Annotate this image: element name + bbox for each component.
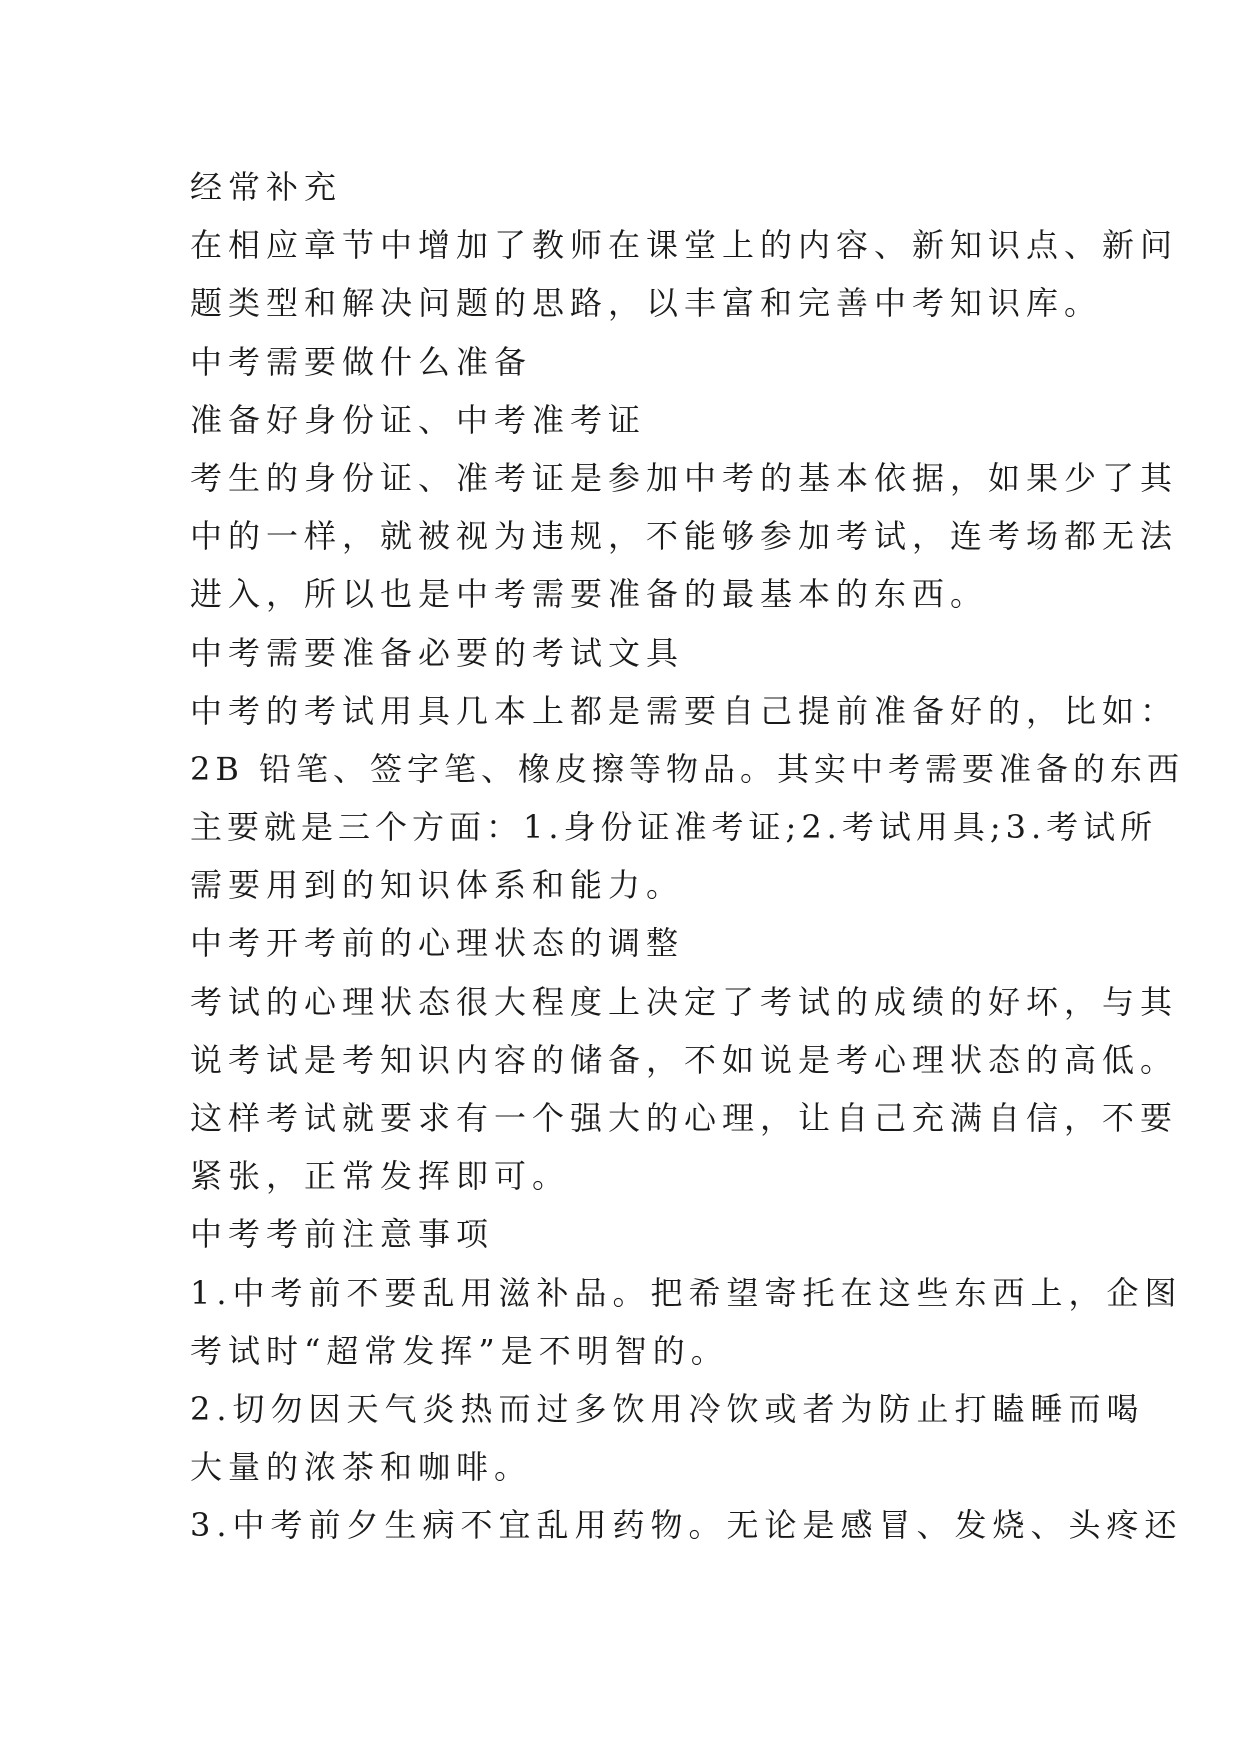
text-line: 2B 铅笔、签字笔、橡皮擦等物品。其实中考需要准备的东西 — [190, 749, 1185, 788]
section-heading: 中考需要做什么准备 — [190, 342, 533, 381]
text-line: 进入，所以也是中考需要准备的最基本的东西。 — [190, 575, 989, 614]
text-line: 题类型和解决问题的思路，以丰富和完善中考知识库。 — [190, 284, 1103, 323]
text-line: 紧张，正常发挥即可。 — [190, 1157, 571, 1196]
text-line: 在相应章节中增加了教师在课堂上的内容、新知识点、新问 — [190, 226, 1179, 265]
text-line: 考试时“超常发挥”是不明智的。 — [190, 1331, 729, 1370]
section-heading: 中考需要准备必要的考试文具 — [190, 633, 685, 672]
text-line: 考生的身份证、准考证是参加中考的基本依据，如果少了其 — [190, 458, 1179, 497]
text-line: 经常补充 — [190, 168, 343, 206]
section-heading: 中考考前注意事项 — [190, 1215, 495, 1254]
text-line: 大量的浓茶和咖啡。 — [190, 1448, 533, 1487]
section-heading: 准备好身份证、中考准考证 — [190, 400, 647, 439]
text-line: 中的一样，就被视为违规，不能够参加考试，连考场都无法 — [190, 517, 1179, 556]
text-line: 主要就是三个方面：1.身份证准考证;2.考试用具;3.考试所 — [190, 808, 1158, 847]
text-line: 说考试是考知识内容的储备，不如说是考心理状态的高低。 — [190, 1040, 1179, 1079]
document-body — [190, 158, 1185, 1555]
list-item: 2.切勿因天气炎热而过多饮用冷饮或者为防止打瞌睡而喝 — [190, 1389, 1145, 1428]
text-line: 这样考试就要求有一个强大的心理，让自己充满自信，不要 — [190, 1099, 1179, 1137]
text-line: 需要用到的知识体系和能力。 — [190, 866, 685, 905]
section-heading: 中考开考前的心理状态的调整 — [190, 924, 685, 963]
list-item: 3.中考前夕生病不宜乱用药物。无论是感冒、发烧、头疼还 — [190, 1506, 1183, 1545]
list-item: 1.中考前不要乱用滋补品。把希望寄托在这些东西上，企图 — [190, 1273, 1183, 1312]
text-line: 中考的考试用具几本上都是需要自己提前准备好的，比如： — [190, 691, 1179, 730]
text-line: 考试的心理状态很大程度上决定了考试的成绩的好坏，与其 — [190, 982, 1179, 1021]
